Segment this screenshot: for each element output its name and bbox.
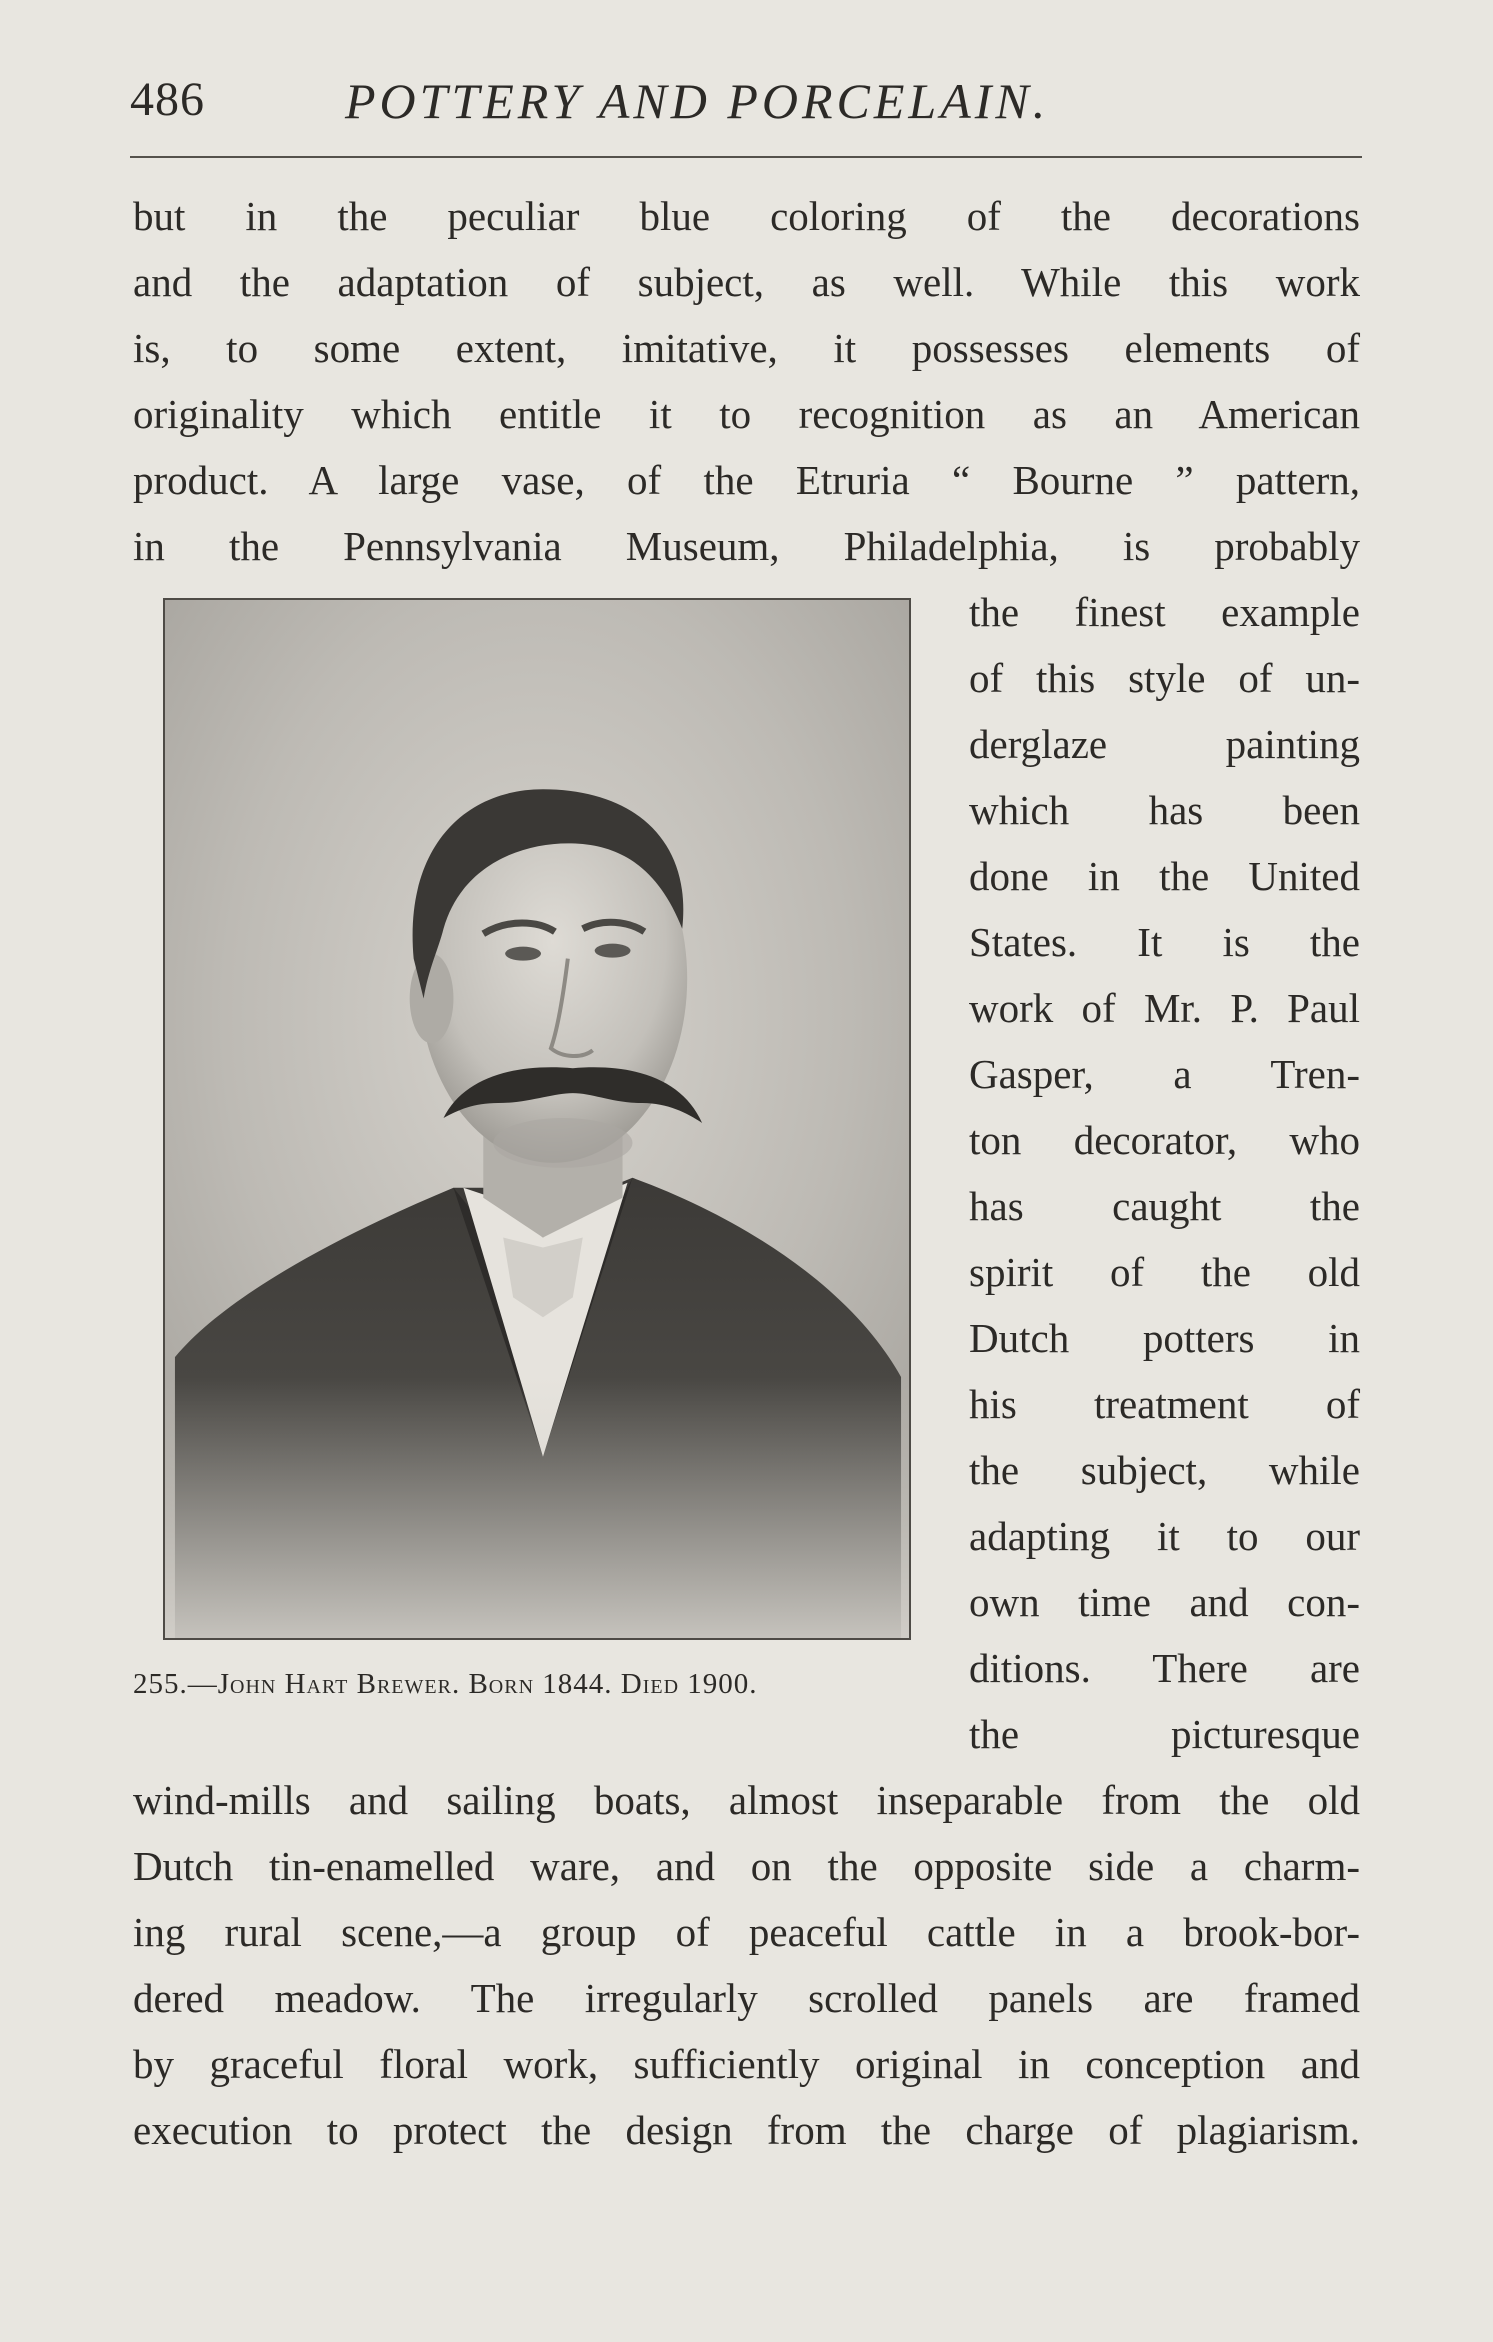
figure-caption: 255.—John Hart Brewer. Born 1844. Died 1900. [133,1668,758,1700]
text-line: done in the United [969,853,1360,899]
page-number: 486 [130,73,205,126]
text-line: ton decorator, who [969,1117,1360,1163]
text-line: Dutch tin-enamelled ware, and on the opposite side a charm- [133,1843,1360,1889]
text-line: of this style of un- [969,655,1360,701]
text-line: Dutch potters in [969,1315,1360,1361]
text-line: dered meadow. The irregularly scrolled panels are framed [133,1975,1360,2021]
text-line: is, to some extent, imitative, it possesses elements of [133,325,1360,371]
text-line: wind-mills and sailing boats, almost inseparable from the old [133,1777,1360,1823]
text-line: originality which entitle it to recognition as an American [133,391,1360,437]
text-line: his treatment of [969,1381,1360,1427]
text-line: the finest example [969,589,1360,635]
text-line: has caught the [969,1183,1360,1229]
text-line: work of Mr. P. Paul [969,985,1360,1031]
text-line: own time and con- [969,1579,1360,1625]
text-line: execution to protect the design from the charge of plagiarism. [133,2107,1360,2153]
portrait-plate [163,598,911,1640]
text-line: derglaze painting [969,721,1360,767]
portrait-image [165,600,909,1638]
text-line: product. A large vase, of the Etruria “ Bourne ” pattern, [133,457,1360,503]
running-head [130,72,1362,142]
paragraph-top [133,183,1360,579]
text-line: in the Pennsylvania Museum, Philadelphia, is probably [133,523,1360,569]
text-line: States. It is the [969,919,1360,965]
text-line: but in the peculiar blue coloring of the decorations [133,193,1360,239]
text-line: and the adaptation of subject, as well. While this work [133,259,1360,305]
header-rule [130,156,1362,158]
text-line: ditions. There are [969,1645,1360,1691]
text-line: which has been [969,787,1360,833]
text-line: adapting it to our [969,1513,1360,1559]
text-line: spirit of the old [969,1249,1360,1295]
running-title: POTTERY AND PORCELAIN. [345,73,1050,129]
text-line: the picturesque [969,1711,1360,1757]
text-line: Gasper, a Tren- [969,1051,1360,1097]
text-line: the subject, while [969,1447,1360,1493]
paragraph-side-column [969,579,1360,1767]
text-line: by graceful floral work, sufficiently original in conception and [133,2041,1360,2087]
paragraph-bottom [133,1767,1360,2163]
text-line: ing rural scene,—a group of peaceful cattle in a brook-bor- [133,1909,1360,1955]
